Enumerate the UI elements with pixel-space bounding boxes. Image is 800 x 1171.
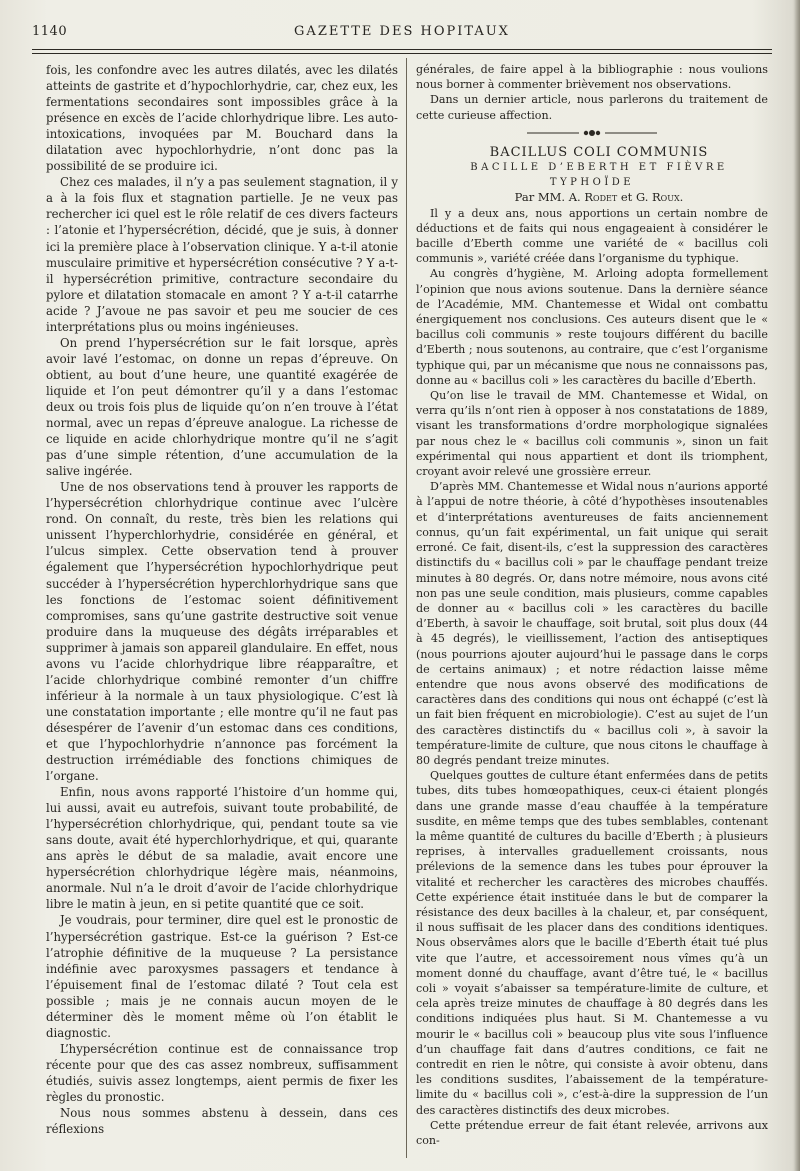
paragraph: fois, les confondre avec les autres dilatés, avec les dilatés atteints de gastrite et d’hypochlorhydrie, car, chez eux, les fermentations secondaires sont impossibles grâce à la présence en excès de l’acide chlorhydrique libre. Les auto-intoxications, invoquées par M. Bouchard dans la dilatation avec hypochlorhydrie, n’ont donc pas la possibilité de se produire ici. bbox=[46, 63, 398, 174]
page-edge-shadow bbox=[794, 0, 800, 1171]
header-rule-thin bbox=[32, 53, 772, 54]
paragraph: Qu’on lise le travail de MM. Chantemesse et Widal, on verra qu’ils n’ont rien à opposer à nos constatations de 1889, visant les transformations d’ordre morphologique signalées par nous chez le « bacillus coli communis », sinon un fait expérimental qui nous appartient et dont ils triomphent, croyant avoir relevé une grossière erreur. bbox=[416, 389, 768, 479]
left-column bbox=[46, 62, 398, 1137]
authors-prefix: Par MM. bbox=[514, 190, 569, 205]
section-separator-ornament bbox=[517, 129, 667, 137]
article-title: BACILLUS COLI COMMUNIS bbox=[489, 144, 709, 160]
paragraph: Nous nous sommes abstenu à dessein, dans ces réflexions bbox=[46, 1106, 398, 1137]
paragraph: Quelques gouttes de culture étant enfermées dans de petits tubes, dits tubes homœopathiques, ceux-ci étaient plongés dans une grande masse d’eau chauffée à la température susdite, en même temps que des tubes semblables, contenant la même quantité de cultures du bacille d’Eberth ; à plusieurs reprises, à intervalles graduellement croissants, nous prélevions de la semence dans les tubes pour éprouver la vitalité et rechercher les caractères des microbes chauffés. Cette expérience était instituée dans le but de comparer la résistance des deux bacilles à la chaleur, et, par conséquent, il nous suffisait de les placer dans des conditions identiques. Nous observâmes alors que le bacille d’Eberth était tué plus vite que l’autre, et accessoirement nous vîmes qu’à un moment donné du chauffage, avant d’être tué, le « bacillus coli » voyait s’abaisser sa température-limite de culture, et cela après treize minutes de chauffage à 80 degrés dans les conditions indiquées plus haut. Si M. Chantemesse a vu mourir le « bacillus coli » beaucoup plus vite sous l’influence d’un chauffage fait dans d’autres conditions, ce fait ne contredit en rien le nôtre, qui consiste à avoir obtenu, dans les conditions susdites, l’abaissement de la température-limite du « bacillus coli », c’est-à-dire la suppression de l’un des caractères distinctifs des deux microbes. bbox=[416, 769, 768, 1117]
paragraph: D’après MM. Chantemesse et Widal nous n’aurions apporté à l’appui de notre théorie, à côté d’hypothèses insoutenables et d’interprétations aventureuses de faits anciennement connus, qu’un fait expérimental, un fait unique qui serait erroné. Ce fait, disent-ils, c’est la suppression des caractères distinctifs du « bacillus coli » par le chauffage pendant treize minutes à 80 degrés. Or, dans notre mémoire, nous avons cité non pas une seule condition, mais plusieurs, comme capables de donner au « bacillus coli » les caractères du bacille d’Eberth, à savoir le chauffage, soit brutal, soit plus doux (44 à 45 degrés), le vieillissement, l’action des antiseptiques (nous pourrions ajouter aujourd’hui le passage dans le corps de certains animaux) ; et notre rédaction laisse même entendre que nous avons observé des modifications de caractères dans des conditions qui nous ont échappé (c’est là un fait bien fréquent en microbiologie). C’est au sujet de l’un des caractères distinctifs du « bacillus coli », à savoir la température-limite de culture, que nous citons le chauffage à 80 degrés pendant treize minutes. bbox=[416, 480, 768, 767]
paragraph: générales, de faire appel à la bibliographie : nous voulions nous borner à commenter brièvement nos observations. bbox=[416, 63, 768, 92]
author-name: G. Roux. bbox=[635, 190, 684, 205]
article-authors bbox=[416, 190, 768, 205]
paragraph: Je voudrais, pour terminer, dire quel est le pronostic de l’hypersécrétion gastrique. Est-ce la guérison ? Est-ce l’atrophie définitive de la muqueuse ? La persistance indéfinie avec paroxysmes passagers et tendance à l’épuisement final de l’estomac dilaté ? Tout cela est possible ; mais je ne connais aucun moyen de le déterminer dès le moment même où l’on établit le diagnostic. bbox=[46, 913, 398, 1040]
authors-join: et bbox=[617, 190, 636, 205]
running-title: GAZETTE DES HOPITAUX bbox=[294, 24, 510, 39]
paragraph: Il y a deux ans, nous apportions un certain nombre de déductions et de faits qui nous engageaient à considérer le bacille d’Eberth comme une variété de « bacillus coli communis », variété créée dans l’organisme du typhique. bbox=[416, 206, 768, 266]
right-column bbox=[416, 62, 768, 1148]
column-divider bbox=[406, 58, 407, 1158]
paragraph: Enfin, nous avons rapporté l’histoire d’un homme qui, lui aussi, avait eu autrefois, suivant toute probabilité, de l’hypersécrétion chlorhydrique, qui, pendant toute sa vie sans doute, avait été hyperchlorhydrique, et qui, quarante ans après le début de sa maladie, avait encore une hypersécrétion chlorhydrique légère mais, néanmoins, anormale. Nul n’a le droit d’avoir de l’acide chlorhydrique libre le matin à jeun, en si petite quantité que ce soit. bbox=[46, 785, 398, 912]
paragraph: L’hypersécrétion continue est de connaissance trop récente pour que des cas assez nombreux, suffisamment étudiés, suivis assez longtemps, aient permis de fixer les règles du pronostic. bbox=[46, 1041, 398, 1104]
paragraph: Cette prétendue erreur de fait étant relevée, arrivons aux con- bbox=[416, 1118, 768, 1148]
header-rule bbox=[32, 49, 772, 50]
article-subtitle: BACILLE D’EBERTH ET FIÈVRE TYPHOÏDE bbox=[470, 162, 728, 189]
page-header bbox=[32, 24, 772, 46]
paragraph: On prend l’hypersécrétion sur le fait lorsque, après avoir lavé l’estomac, on donne un repas d’épreuve. On obtient, au bout d’une heure, une quantité exagérée de liquide et l’on peut démontrer qu’il y a dans l’estomac deux ou trois fois plus de liquide qu’on n’en trouve à l’état normal, avec un repas d’épreuve analogue. La richesse de ce liquide en acide chlorhydrique montre qu’il ne s’agit pas d’une simple rétention, d’une accumulation de la salive ingérée. bbox=[46, 335, 398, 479]
paragraph: Dans un dernier article, nous parlerons du traitement de cette curieuse affection. bbox=[416, 93, 768, 122]
page-number: 1140 bbox=[32, 24, 68, 39]
author-name: A. Rodet bbox=[568, 190, 618, 205]
paragraph: Chez ces malades, il n’y a pas seulement stagnation, il y a à la fois flux et stagnation partielle. Je ne veux pas rechercher ici quel est le rôle relatif de ces divers facteurs : l’atonie et l’hypersécrétion, décidé, que je suis, à donner ici la première place à l’observation clinique. Y a-t-il atonie musculaire primitive et hypersécrétion consécutive ? Y a-t-il hypersécrétion primitive, contracture secondaire du pylore et dilatation stomacale en amont ? Y a-t-il catarrhe acide ? J’avoue ne pas savoir et peu me soucier de ces interprétations plus ou moins ingénieuses. bbox=[46, 175, 398, 334]
paragraph: Une de nos observations tend à prouver les rapports de l’hypersécrétion chlorhydrique continue avec l’ulcère rond. On connaît, du reste, très bien les relations qui unissent l’hyperchlorhydrie, considérée en général, et l’ulcus simplex. Cette observation tend à prouver également que l’hypersécrétion hypochlorhydrique peut succéder à l’hypersécrétion hyperchlorhydrique sans que les fonctions de l’estomac soient définitivement compromises, sans qu’une gastrite destructive soit venue produire dans la muqueuse des dégâts irréparables et supprimer à jamais son appareil glandulaire. En effet, nous avons vu l’acide chlorhydrique libre réapparaître, et l’acide chlorhydrique combiné remonter d’un chiffre inférieur à la normale à un taux physiologique. C’est là une constatation importante ; elle montre qu’il ne faut pas désespérer de l’avenir d’un estomac dans ces conditions, et que l’hypochlorhydrie n’annonce pas forcément la destruction irrémédiable des fonctions chimiques de l’organe. bbox=[46, 480, 398, 784]
paragraph: Au congrès d’hygiène, M. Arloing adopta formellement l’opinion que nous avions soutenue. Dans la dernière séance de l’Académie, MM. Chantemesse et Widal ont combattu énergiquement nos conclusions. Ces auteurs disent que le « bacillus coli communis » reste toujours différent du bacille d’Eberth ; nous soutenons, au contraire, que c’est l’organisme typhique qui, par un mécanisme que nous ne connaissons pas, donne au « bacillus coli » les caractères du bacille d’Eberth. bbox=[416, 267, 768, 387]
